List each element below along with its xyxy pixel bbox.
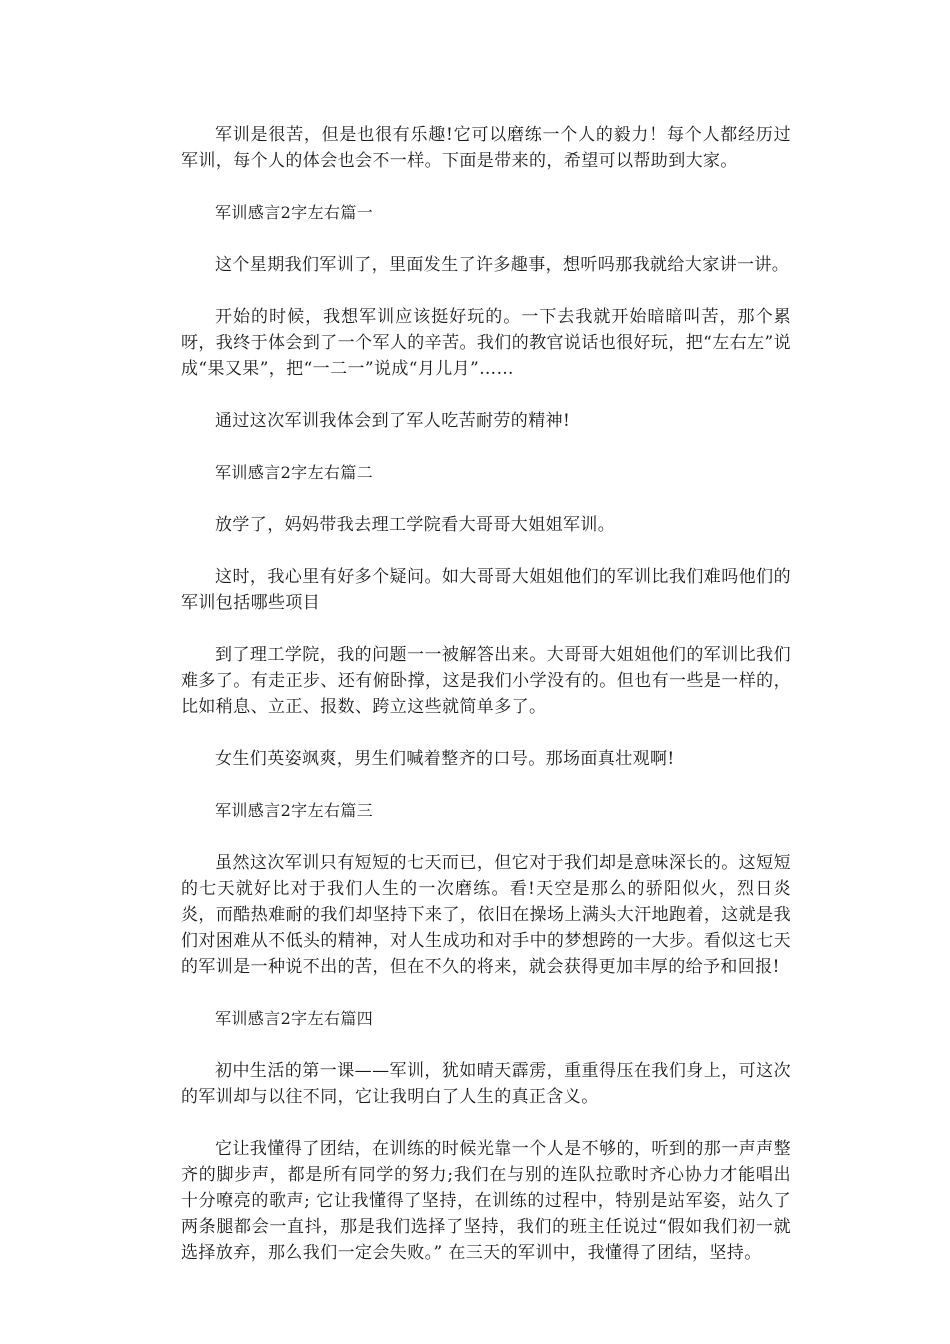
intro-paragraph: 军训是很苦，但是也很有乐趣!它可以磨练一个人的毅力！每个人都经历过军训，每个人的体会也会不一样。下面是带来的，希望可以帮助到大家。 [181, 125, 791, 171]
paragraph: 这时，我心里有好多个疑问。如大哥哥大姐姐他们的军训比我们难吗他们的军训包括哪些项目 [181, 567, 791, 613]
paragraph: 这个星期我们军训了，里面发生了许多趣事，想听吗那我就给大家讲一讲。 [215, 255, 790, 275]
document-body [181, 122, 791, 1292]
section-heading-1: 军训感言2字左右篇一 [215, 203, 374, 222]
paragraph: 虽然这次军训只有短短的七天而已，但它对于我们却是意味深长的。这短短的七天就好比对于我们人生的一次磨练。看!天空是那么的骄阳似火，烈日炎炎，而酷热难耐的我们却坚持下来了，依旧在操场上满头大汗地跑着，这就是我们对困难从不低头的精神，对人生成功和对手中的梦想跨的一大步。看似这七天的军训是一种说不出的苦，但在不久的将来，就会获得更加丰厚的给予和回报! [181, 853, 791, 977]
paragraph: 开始的时候，我想军训应该挺好玩的。一下去我就开始暗暗叫苦，那个累呀，我终于体会到了一个军人的辛苦。我们的教官说话也很好玩，把“左右左”说成“果又果”，把“一二一”说成“月儿月”…… [181, 307, 791, 379]
paragraph: 女生们英姿飒爽，男生们喊着整齐的口号。那场面真壮观啊! [215, 749, 675, 769]
section-heading-3: 军训感言2字左右篇三 [215, 801, 374, 820]
section-heading-4: 军训感言2字左右篇四 [215, 1009, 374, 1028]
section-heading-2: 军训感言2字左右篇二 [215, 463, 374, 482]
paragraph: 初中生活的第一课——军训，犹如晴天霹雳，重重得压在我们身上，可这次的军训却与以往不同，它让我明白了人生的真正含义。 [181, 1061, 791, 1107]
paragraph: 到了理工学院，我的问题一一被解答出来。大哥哥大姐姐他们的军训比我们难多了。有走正步、还有俯卧撑，这是我们小学没有的。但也有一些是一样的，比如稍息、立正、报数、跨立这些就简单多了。 [181, 645, 791, 717]
paragraph: 放学了，妈妈带我去理工学院看大哥哥大姐姐军训。 [215, 515, 616, 535]
paragraph: 它让我懂得了团结，在训练的时候光靠一个人是不够的，听到的那一声声整齐的脚步声，都是所有同学的努力;我们在与别的连队拉歌时齐心协力才能唱出十分嘹亮的歌声; 它让我懂得了坚持，在训练的过程中，特别是站军姿，站久了两条腿都会一直抖，那是我们选择了坚持，我们的班主任说过“假如我们初一就选择放弃，那么我们一定会失败。” 在三天的军训中，我懂得了团结，坚持。 [181, 1139, 791, 1263]
paragraph: 通过这次军训我体会到了军人吃苦耐劳的精神! [215, 411, 571, 431]
